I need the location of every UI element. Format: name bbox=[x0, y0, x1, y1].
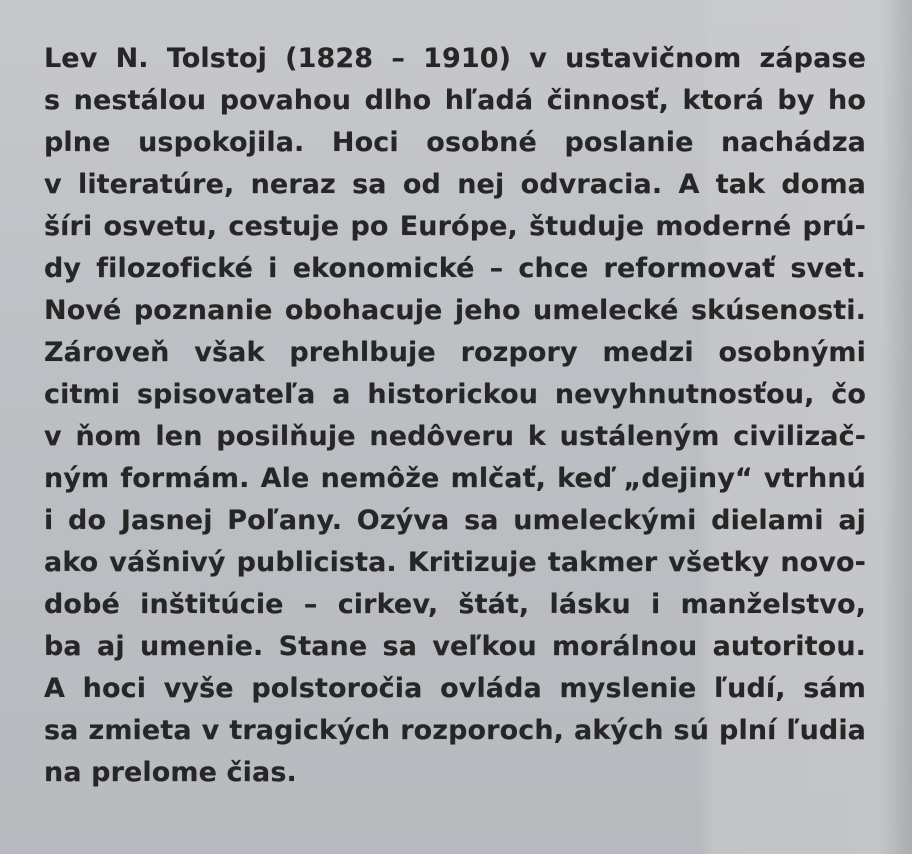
text-line: v ňom len posilňuje nedôveru k ustáleným civilizač- bbox=[44, 421, 866, 452]
text-line: Zároveň však prehlbuje rozpory medzi osobnými bbox=[44, 337, 866, 368]
text-line: Nové poznanie obohacuje jeho umelecké skúsenosti. bbox=[44, 295, 866, 326]
text-line: citmi spisovateľa a historickou nevyhnutnosťou, čo bbox=[44, 379, 866, 410]
text-line: ným formám. Ale nemôže mlčať, keď „dejiny“ vtrhnú bbox=[44, 463, 866, 494]
text-line: i do Jasnej Poľany. Ozýva sa umeleckými dielami aj bbox=[44, 505, 866, 536]
biography-paragraph bbox=[44, 38, 866, 794]
text-line: Lev N. Tolstoj (1828 – 1910) v ustavičnom zápase bbox=[44, 43, 866, 74]
text-line: v literatúre, neraz sa od nej odvracia. A tak doma bbox=[44, 169, 866, 200]
text-line: plne uspokojila. Hoci osobné poslanie nachádza bbox=[44, 127, 866, 158]
text-line: dy filozofické i ekonomické – chce reformovať svet. bbox=[44, 253, 866, 284]
text-line: sa zmieta v tragických rozporoch, akých sú plní ľudia bbox=[44, 715, 866, 746]
text-line: A hoci vyše polstoročia ovláda myslenie ľudí, sám bbox=[44, 673, 866, 704]
text-line: ako vášnivý publicista. Kritizuje takmer všetky novo- bbox=[44, 547, 866, 578]
text-line: na prelome čias. bbox=[44, 757, 297, 788]
text-line: s nestálou povahou dlho hľadá činnosť, ktorá by ho bbox=[44, 85, 866, 116]
text-line: ba aj umenie. Stane sa veľkou morálnou autoritou. bbox=[44, 631, 866, 662]
text-line: dobé inštitúcie – cirkev, štát, lásku i manželstvo, bbox=[44, 589, 866, 620]
text-line: šíri osvetu, cestuje po Európe, študuje moderné prú- bbox=[44, 211, 866, 242]
